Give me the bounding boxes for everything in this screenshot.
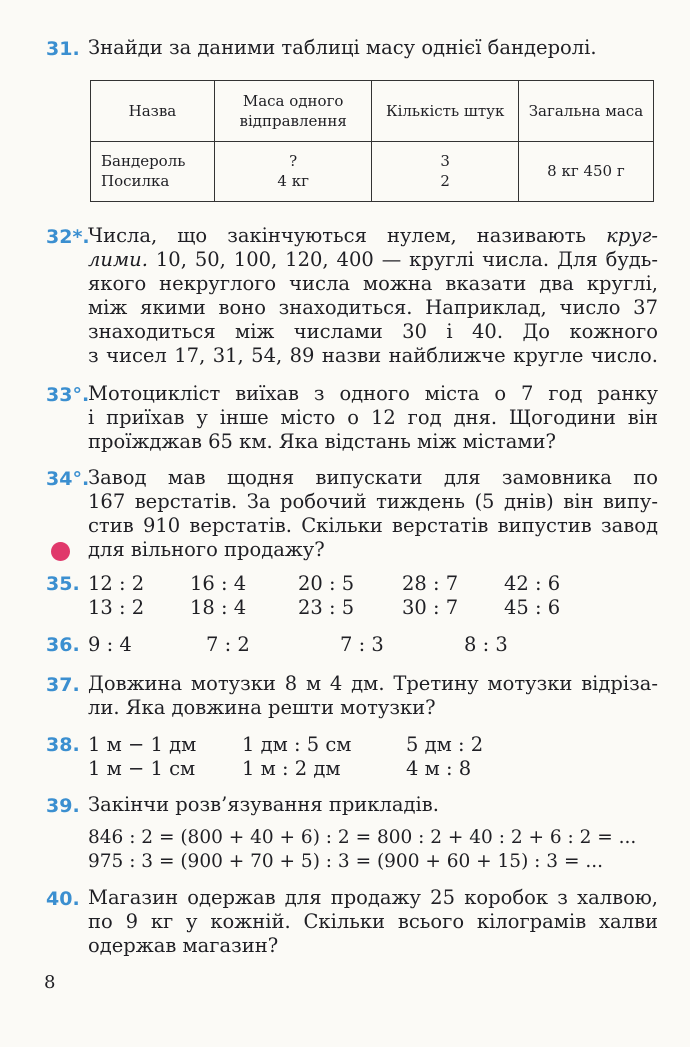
exercise-40-number: 40. xyxy=(46,888,80,910)
division-item: 20 : 5 xyxy=(298,572,355,595)
table-header-row xyxy=(91,81,654,142)
difficulty-marker-dot xyxy=(51,542,70,561)
parcel-table xyxy=(90,80,654,202)
cell-masses: ? 4 кг xyxy=(214,141,372,202)
page-number: 8 xyxy=(44,972,56,993)
expression-item: 1 м − 1 дм xyxy=(88,733,197,756)
header-name: Назва xyxy=(91,81,215,142)
division-item: 12 : 2 xyxy=(88,572,145,595)
expression-item: 5 дм : 2 xyxy=(406,733,484,756)
cell-names: Бандероль Посилка xyxy=(91,141,215,202)
exercise-31-text: Знайди за даними таблиці масу однієї бандеролі. xyxy=(88,36,597,59)
expression-item: 1 дм : 5 см xyxy=(242,733,352,756)
exercise-34-text: Завод мав щодня випускати для замовника по 167 верстатів. За робочий тиждень (5 днів) він випу- стив 910 верстатів. Скільки верстатів випустив завод для вільного продажу? xyxy=(88,466,658,561)
exercise-38-number: 38. xyxy=(46,734,80,756)
division-item: 28 : 7 xyxy=(402,572,459,595)
exercise-32-text: Числа, що закінчуються нулем, називають круг- лими. 10, 50, 100, 120, 400 — круглі числа. Для будь- якого некруглого числа можна вказати два круглі, між якими воно знаходиться. Наприклад, число 37 знаходиться між числами 30 і 40. До кожного з чисел 17, 31, 54, 89 назви найближче кругле число. xyxy=(88,224,659,367)
exercise-37-number: 37. xyxy=(46,674,80,696)
table-row xyxy=(91,141,654,202)
header-total-mass: Загальна маса xyxy=(518,81,653,142)
header-quantity: Кількість штук xyxy=(372,81,518,142)
exercise-40-text: Магазин одержав для продажу 25 коробок з халвою, по 9 кг у кожній. Скільки всього кілограмів халви одержав магазин? xyxy=(88,886,658,957)
exercise-31-number: 31. xyxy=(46,38,80,60)
header-unit-mass: Маса одного відправлення xyxy=(214,81,372,142)
division-item: 18 : 4 xyxy=(190,596,247,619)
solution-line: 975 : 3 = (900 + 70 + 5) : 3 = (900 + 60 + 15) : 3 = ... xyxy=(88,851,603,872)
solution-line: 846 : 2 = (800 + 40 + 6) : 2 = 800 : 2 + 40 : 2 + 6 : 2 = ... xyxy=(88,827,637,848)
exercise-33-number: 33°. xyxy=(46,384,90,406)
exercise-37-text: Довжина мотузки 8 м 4 дм. Третину мотузки відріза- ли. Яка довжина решти мотузки? xyxy=(88,672,658,719)
division-item: 8 : 3 xyxy=(464,633,508,656)
division-item: 9 : 4 xyxy=(88,633,132,656)
division-item: 42 : 6 xyxy=(504,572,561,595)
cell-total: 8 кг 450 г xyxy=(518,141,653,202)
division-item: 13 : 2 xyxy=(88,596,145,619)
division-item: 30 : 7 xyxy=(402,596,459,619)
exercise-39-number: 39. xyxy=(46,795,80,817)
exercise-35-number: 35. xyxy=(46,573,80,595)
exercise-39-text: Закінчи розв’язування прикладів. xyxy=(88,793,439,816)
division-item: 23 : 5 xyxy=(298,596,355,619)
exercise-32-number: 32*. xyxy=(46,226,90,248)
division-item: 7 : 2 xyxy=(206,633,250,656)
division-item: 16 : 4 xyxy=(190,572,247,595)
expression-item: 1 м − 1 см xyxy=(88,757,196,780)
division-item: 45 : 6 xyxy=(504,596,561,619)
expression-item: 4 м : 8 xyxy=(406,757,472,780)
exercise-33-text: Мотоцикліст виїхав з одного міста о 7 год ранку і приїхав у інше місто о 12 год дня. Щогодини він проїжджав 65 км. Яка відстань між містами? xyxy=(88,382,658,453)
exercise-34-number: 34°. xyxy=(46,468,90,490)
cell-quantities: 3 2 xyxy=(372,141,518,202)
exercise-36-number: 36. xyxy=(46,634,80,656)
expression-item: 1 м : 2 дм xyxy=(242,757,341,780)
division-item: 7 : 3 xyxy=(340,633,384,656)
